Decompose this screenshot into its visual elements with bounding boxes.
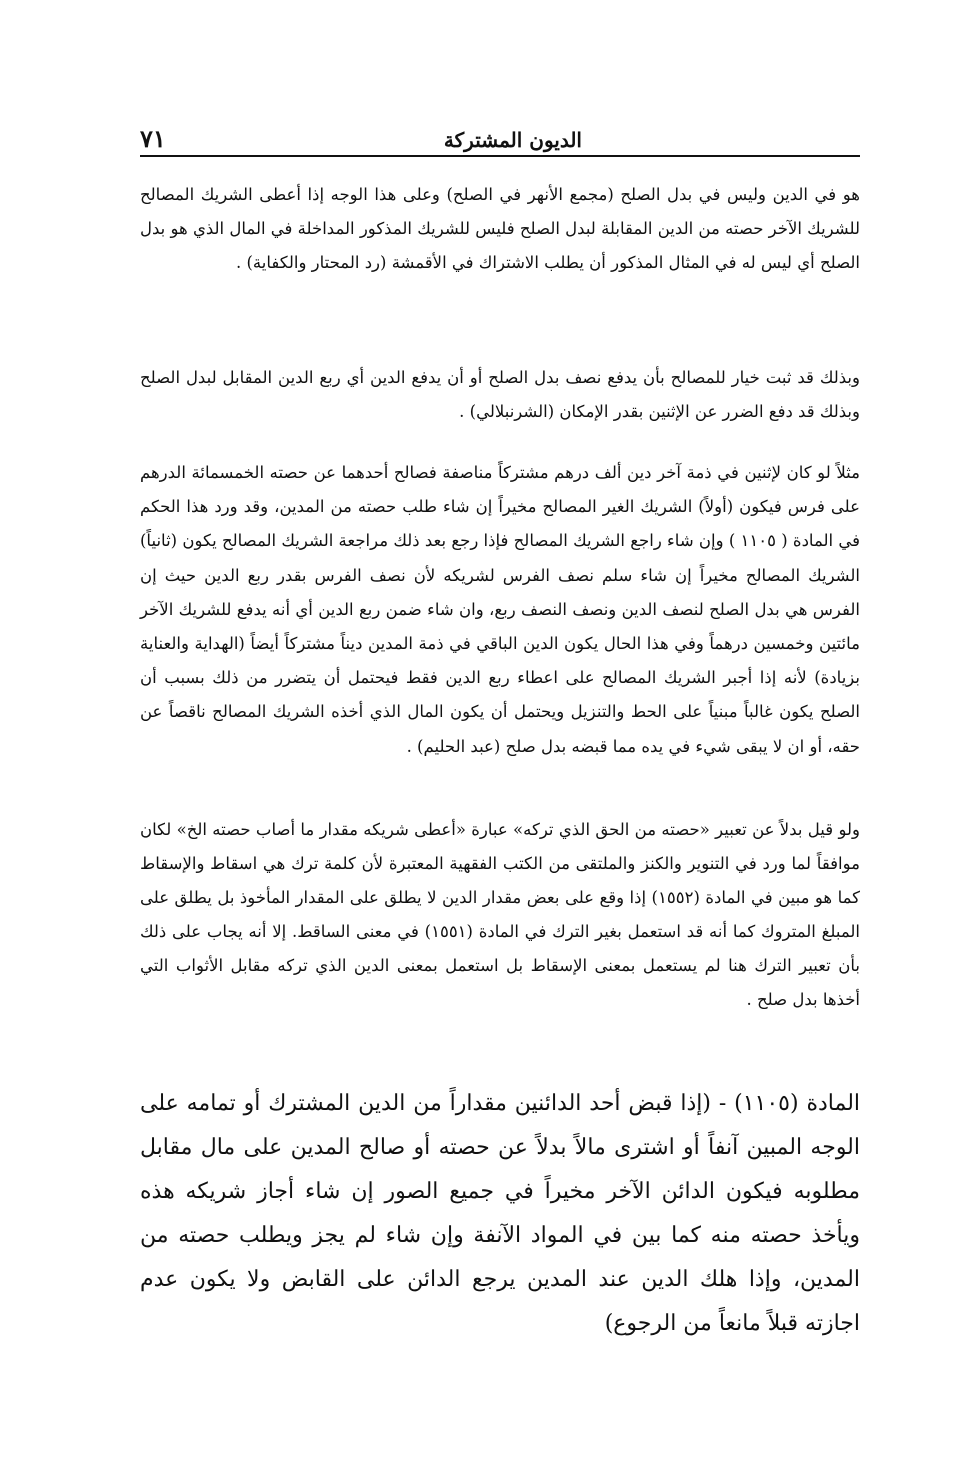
paragraph-1: هو في الدين وليس في بدل الصلح (مجمع الأنهر في الصلح) وعلى هذا الوجه إذا أعطى الشريك المصالح للشريك الآخر حصته من الدين المقابلة لبدل الصلح فليس للشريك المذكور المداخلة في المال الذي هو بدل الصلح أي ليس له في المثال المذكور أن يطلب الاشتراك في الأقمشة (رد المحتار والكفاية) . [140,185,860,272]
paragraph-2: وبذلك قد ثبت خيار للمصالح بأن يدفع نصف بدل الصلح أو أن يدفع الدين أي ربع الدين المقابل لبدل الصلح وبذلك قد دفع الضرر عن الإثنين بقدر الإمكان (الشرنبلالي) . [140,368,860,421]
header-divider [140,155,860,157]
paragraph-3: مثلاً لو كان لإثنين في ذمة آخر دين ألف درهم مشتركاً مناصفة فصالح أحدهما عن حصته الخمسمائة الدرهم على فرس فيكون (أولاً) الشريك الغير المصالح مخيراً إن شاء طلب حصته من المدين، وقد ورد هذا الحكم في المادة ( ١١٠٥ ) وإن شاء راجع الشريك المصالح فإذا رجع بعد ذلك مراجعة الشريك المصالح يكون (ثانياً) الشريك المصالح مخيراً إن شاء سلم نصف الفرس لشريكه لأن نصف الفرس بقدر ربع الدين حيث إن الفرس هي بدل الصلح لنصف الدين ونصف النصف ربع، وان شاء ضمن ربع الدين أي أنه يدفع للشريك الآخر مائتين وخمسين درهماً وفي هذا الحال يكون الدين الباقي في ذمة المدين ديناً مشتركاً أيضاً (الهداية والعناية بزيادة) لأنه إذا أجبر الشريك المصالح على اعطاء ربع الدين فقط فيحتمل أن يتضرر من ذلك بسبب أن الصلح يكون غالباً مبنياً على الحط والتنزيل ويحتمل أن يكون المال الذي أخذه الشريك المصالح ناقصاً عن حقه، أو ان لا يبقى شيء في يده مما قبضه بدل صلح (عبد الحليم) . [140,463,860,756]
running-title: الديون المشتركة [443,128,582,152]
page-number: ٧١ [140,124,166,153]
paragraph-4: ولو قيل بدلاً عن تعبير «حصته من الحق الذي تركه» عبارة «أعطى شريكه مقدار ما أصاب حصته الخ» لكان موافقاً لما ورد في التنوير والكنز والملتقى من الكتب الفقهية المعتبرة لأن كلمة ترك هي اسقاط والإسقاط كما هو مبين في المادة (١٥٥٢) إذا وقع على بعض مقدار الدين لا يطلق على المقدار المأخوذ بل يطلق على المبلغ المتروك كما أنه قد استعمل بغير الترك في المادة (١٥٥١) في معنى الساقط. إلا أنه يجاب على ذلك بأن تعبير الترك هنا لم يستعمل بمعنى الإسقاط بل استعمل بمعنى الدين الذي تركه مقابل الأثواب التي أخذها بدل صلح . [140,820,860,1009]
article-1105: المادة (١١٠٥) - (إذا قبض أحد الدائنين مقداراً من الدين المشترك أو تمامه على الوجه المبين آنفاً أو اشترى مالاً بدلاً عن حصته أو صالح المدين على مال مقابل مطلوبه فيكون الدائن الآخر مخيراً في جميع الصور إن شاء أجاز شريكه هذه ويأخذ حصته منه كما بين في المواد الآنفة وإن شاء لم يجز ويطلب حصته من المدين، وإذا هلك الدين عند المدين يرجع الدائن على القابض ولا يكون عدم اجازته قبلاً مانعاً من الرجوع) [140,1091,861,1336]
page-header [140,126,860,158]
